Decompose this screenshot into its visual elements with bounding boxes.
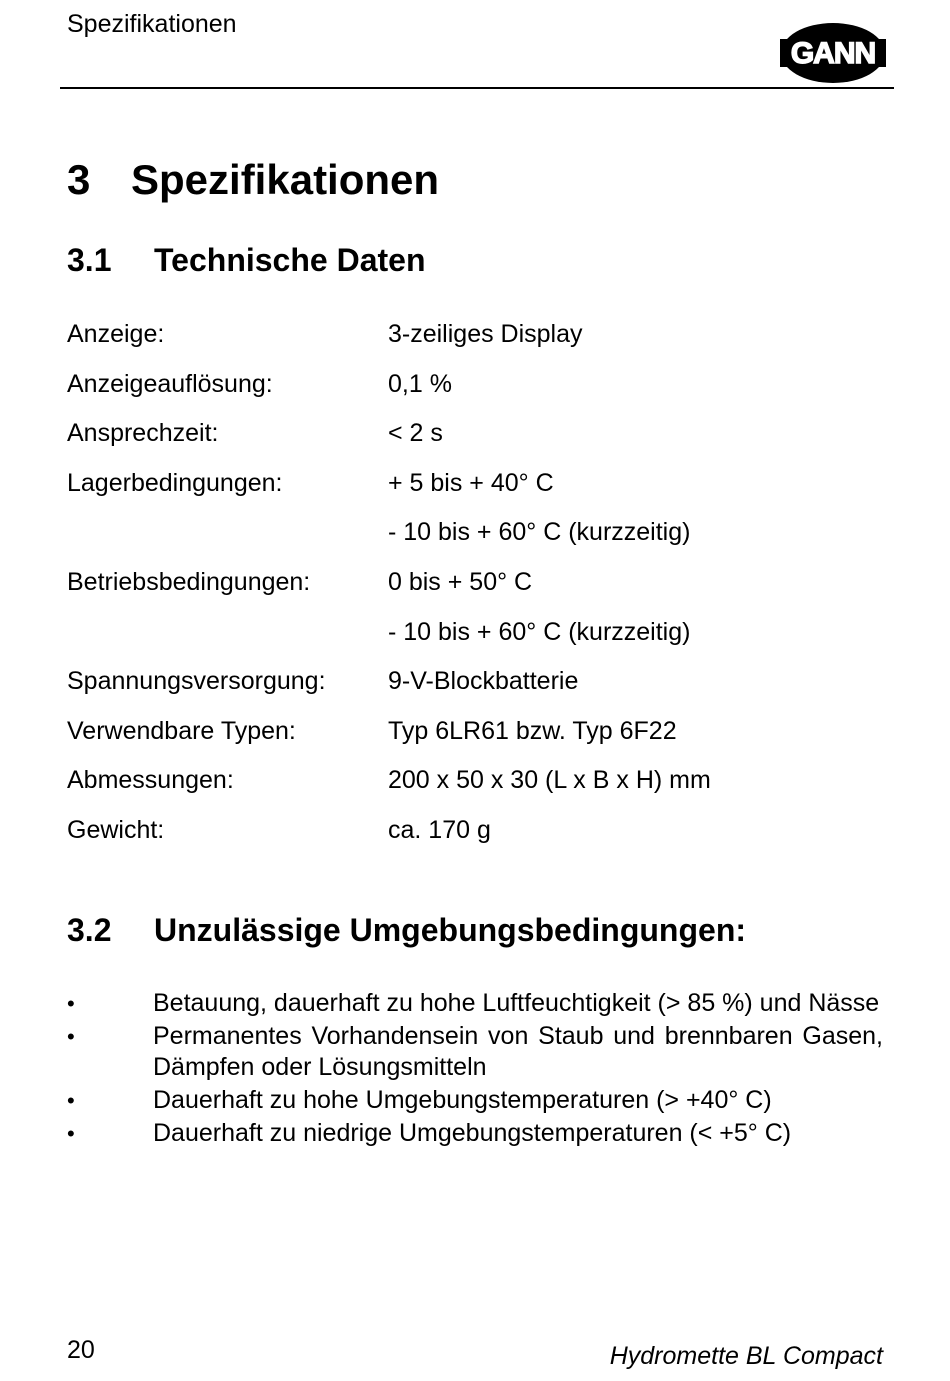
spec-value: 3-zeiliges Display bbox=[388, 320, 583, 348]
chapter-number: 3 bbox=[67, 156, 91, 203]
product-name: Hydromette BL Compact bbox=[609, 1342, 883, 1370]
spec-value: - 10 bis + 60° C (kurzzeitig) bbox=[388, 518, 691, 547]
spec-row bbox=[67, 316, 887, 366]
chapter-heading bbox=[67, 156, 439, 204]
list-item bbox=[67, 1021, 883, 1083]
conditions-list bbox=[67, 988, 883, 1151]
spec-row bbox=[67, 812, 887, 862]
list-item bbox=[67, 988, 883, 1019]
logo-text: GANN bbox=[790, 37, 876, 70]
spec-label bbox=[67, 614, 388, 664]
spec-row bbox=[67, 614, 887, 664]
bullet-icon: • bbox=[67, 1088, 75, 1113]
spec-label: Abmessungen: bbox=[67, 766, 234, 795]
spec-value: Typ 6LR61 bzw. Typ 6F22 bbox=[388, 716, 677, 745]
spec-row bbox=[67, 366, 887, 416]
list-item-text: Betauung, dauerhaft zu hohe Luftfeuchtigkeit (> 85 %) und Nässe bbox=[153, 989, 880, 1017]
section-number: 3.2 bbox=[67, 912, 112, 948]
spec-row bbox=[67, 514, 887, 564]
spec-label bbox=[67, 514, 388, 564]
list-item bbox=[67, 1085, 883, 1116]
spec-value: 9-V-Blockbatterie bbox=[388, 667, 579, 696]
spec-table bbox=[67, 316, 887, 862]
spec-label: Betriebsbedingungen: bbox=[67, 567, 311, 596]
list-item-text: Dauerhaft zu hohe Umgebungstemperaturen (> +40° C) bbox=[153, 1086, 772, 1114]
section-number: 3.1 bbox=[67, 242, 112, 278]
spec-label: Gewicht: bbox=[67, 815, 165, 844]
spec-label: Anzeige: bbox=[67, 320, 165, 348]
spec-label: Ansprechzeit: bbox=[67, 419, 219, 448]
spec-row bbox=[67, 663, 887, 713]
spec-value: 0 bis + 50° C bbox=[388, 567, 533, 596]
section-title: Technische Daten bbox=[154, 242, 426, 278]
spec-label: Anzeigeauflösung: bbox=[67, 369, 273, 398]
list-item bbox=[67, 1118, 883, 1149]
bullet-icon: • bbox=[67, 1121, 75, 1146]
section-heading-conditions bbox=[67, 912, 746, 949]
spec-value: 0,1 % bbox=[388, 369, 452, 398]
spec-value: < 2 s bbox=[388, 419, 443, 448]
spec-row bbox=[67, 762, 887, 812]
spec-row bbox=[67, 415, 887, 465]
header-divider bbox=[60, 87, 894, 89]
bullet-icon: • bbox=[67, 991, 75, 1016]
chapter-title: Spezifikationen bbox=[131, 156, 440, 203]
spec-value: + 5 bis + 40° C bbox=[388, 468, 554, 497]
spec-value: - 10 bis + 60° C (kurzzeitig) bbox=[388, 617, 691, 646]
spec-label: Verwendbare Typen: bbox=[67, 716, 296, 745]
list-item-text: Permanentes Vorhandensein von Staub und brennbaren Gasen, Dämpfen oder Lösungsmitteln bbox=[153, 1022, 883, 1081]
spec-row bbox=[67, 564, 887, 614]
list-item-text: Dauerhaft zu niedrige Umgebungstemperaturen (< +5° C) bbox=[153, 1119, 792, 1147]
spec-label: Spannungsversorgung: bbox=[67, 667, 326, 696]
bullet-icon: • bbox=[67, 1024, 75, 1049]
spec-value: 200 x 50 x 30 (L x B x H) mm bbox=[388, 766, 711, 795]
section-heading-technical bbox=[67, 242, 425, 279]
page-number: 20 bbox=[67, 1336, 95, 1364]
spec-value: ca. 170 g bbox=[388, 815, 491, 844]
spec-row bbox=[67, 465, 887, 515]
spec-label: Lagerbedingungen: bbox=[67, 468, 283, 497]
spec-row bbox=[67, 713, 887, 763]
gann-logo bbox=[780, 22, 886, 84]
section-title: Unzulässige Umgebungsbedingungen: bbox=[154, 912, 747, 948]
running-header-title: Spezifikationen bbox=[67, 10, 237, 38]
